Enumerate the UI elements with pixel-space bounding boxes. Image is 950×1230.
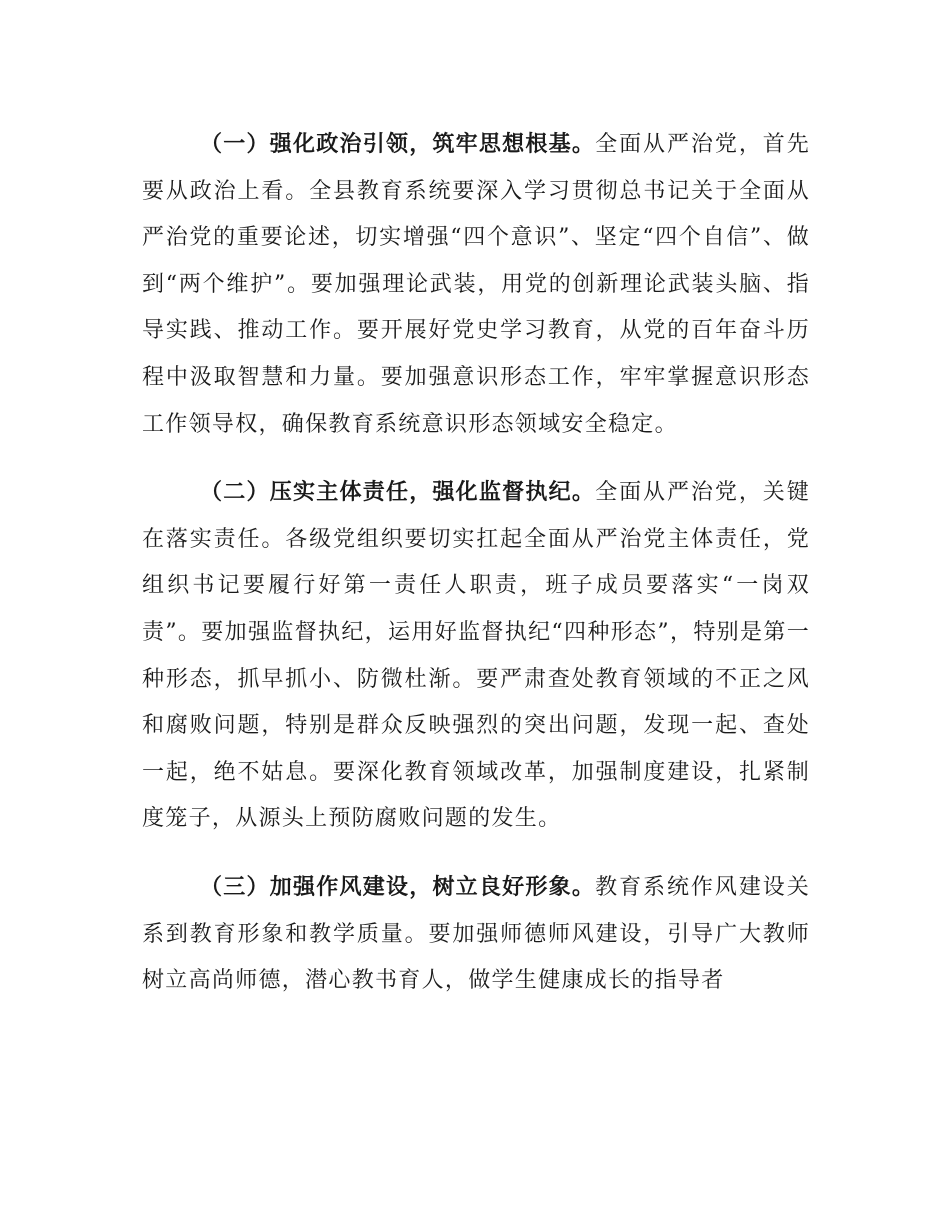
section-paragraph-1 [142, 122, 810, 448]
section-paragraph-2 [142, 470, 810, 843]
section-heading-1: （一）强化政治引领，筑牢思想根基。 [200, 132, 596, 157]
section-body-1: 全面从严治党，首先要从政治上看。全县教育系统要深入学习贯彻总书记关于全面从严治党的重要论述，切实增强“四个意识”、坚定“四个自信”、做到“两个维护”。要加强理论武装，用党的创新理论武装头脑、指导实践、推动工作。要开展好党史学习教育，从党的百年奋斗历程中汲取智慧和力量。要加强意识形态工作，牢牢掌握意识形态工作领导权，确保教育系统意识形态领域安全稳定。 [142, 132, 811, 437]
document-body [142, 122, 810, 1027]
section-body-3: 教育系统作风建设关系到教育形象和教学质量。要加强师德师风建设，引导广大教师树立高尚师德，潜心教书育人，做学生健康成长的指导者 [142, 874, 811, 994]
section-paragraph-3 [142, 865, 810, 1005]
section-heading-3: （三）加强作风建设，树立良好形象。 [200, 874, 596, 900]
section-heading-2: （二）压实主体责任，强化监督执纪。 [200, 480, 596, 506]
section-body-2: 全面从严治党，关键在落实责任。各级党组织要切实扛起全面从严治党主体责任，党组织书记要履行好第一责任人职责，班子成员要落实“一岗双责”。要加强监督执纪，运用好监督执纪“四种形态”，特别是第一种形态，抓早抓小、防微杜渐。要严肃查处教育领域的不正之风和腐败问题，特别是群众反映强烈的突出问题，发现一起、查处一起，绝不姑息。要深化教育领域改革，加强制度建设，扎紧制度笼子，从源头上预防腐败问题的发生。 [142, 480, 811, 832]
